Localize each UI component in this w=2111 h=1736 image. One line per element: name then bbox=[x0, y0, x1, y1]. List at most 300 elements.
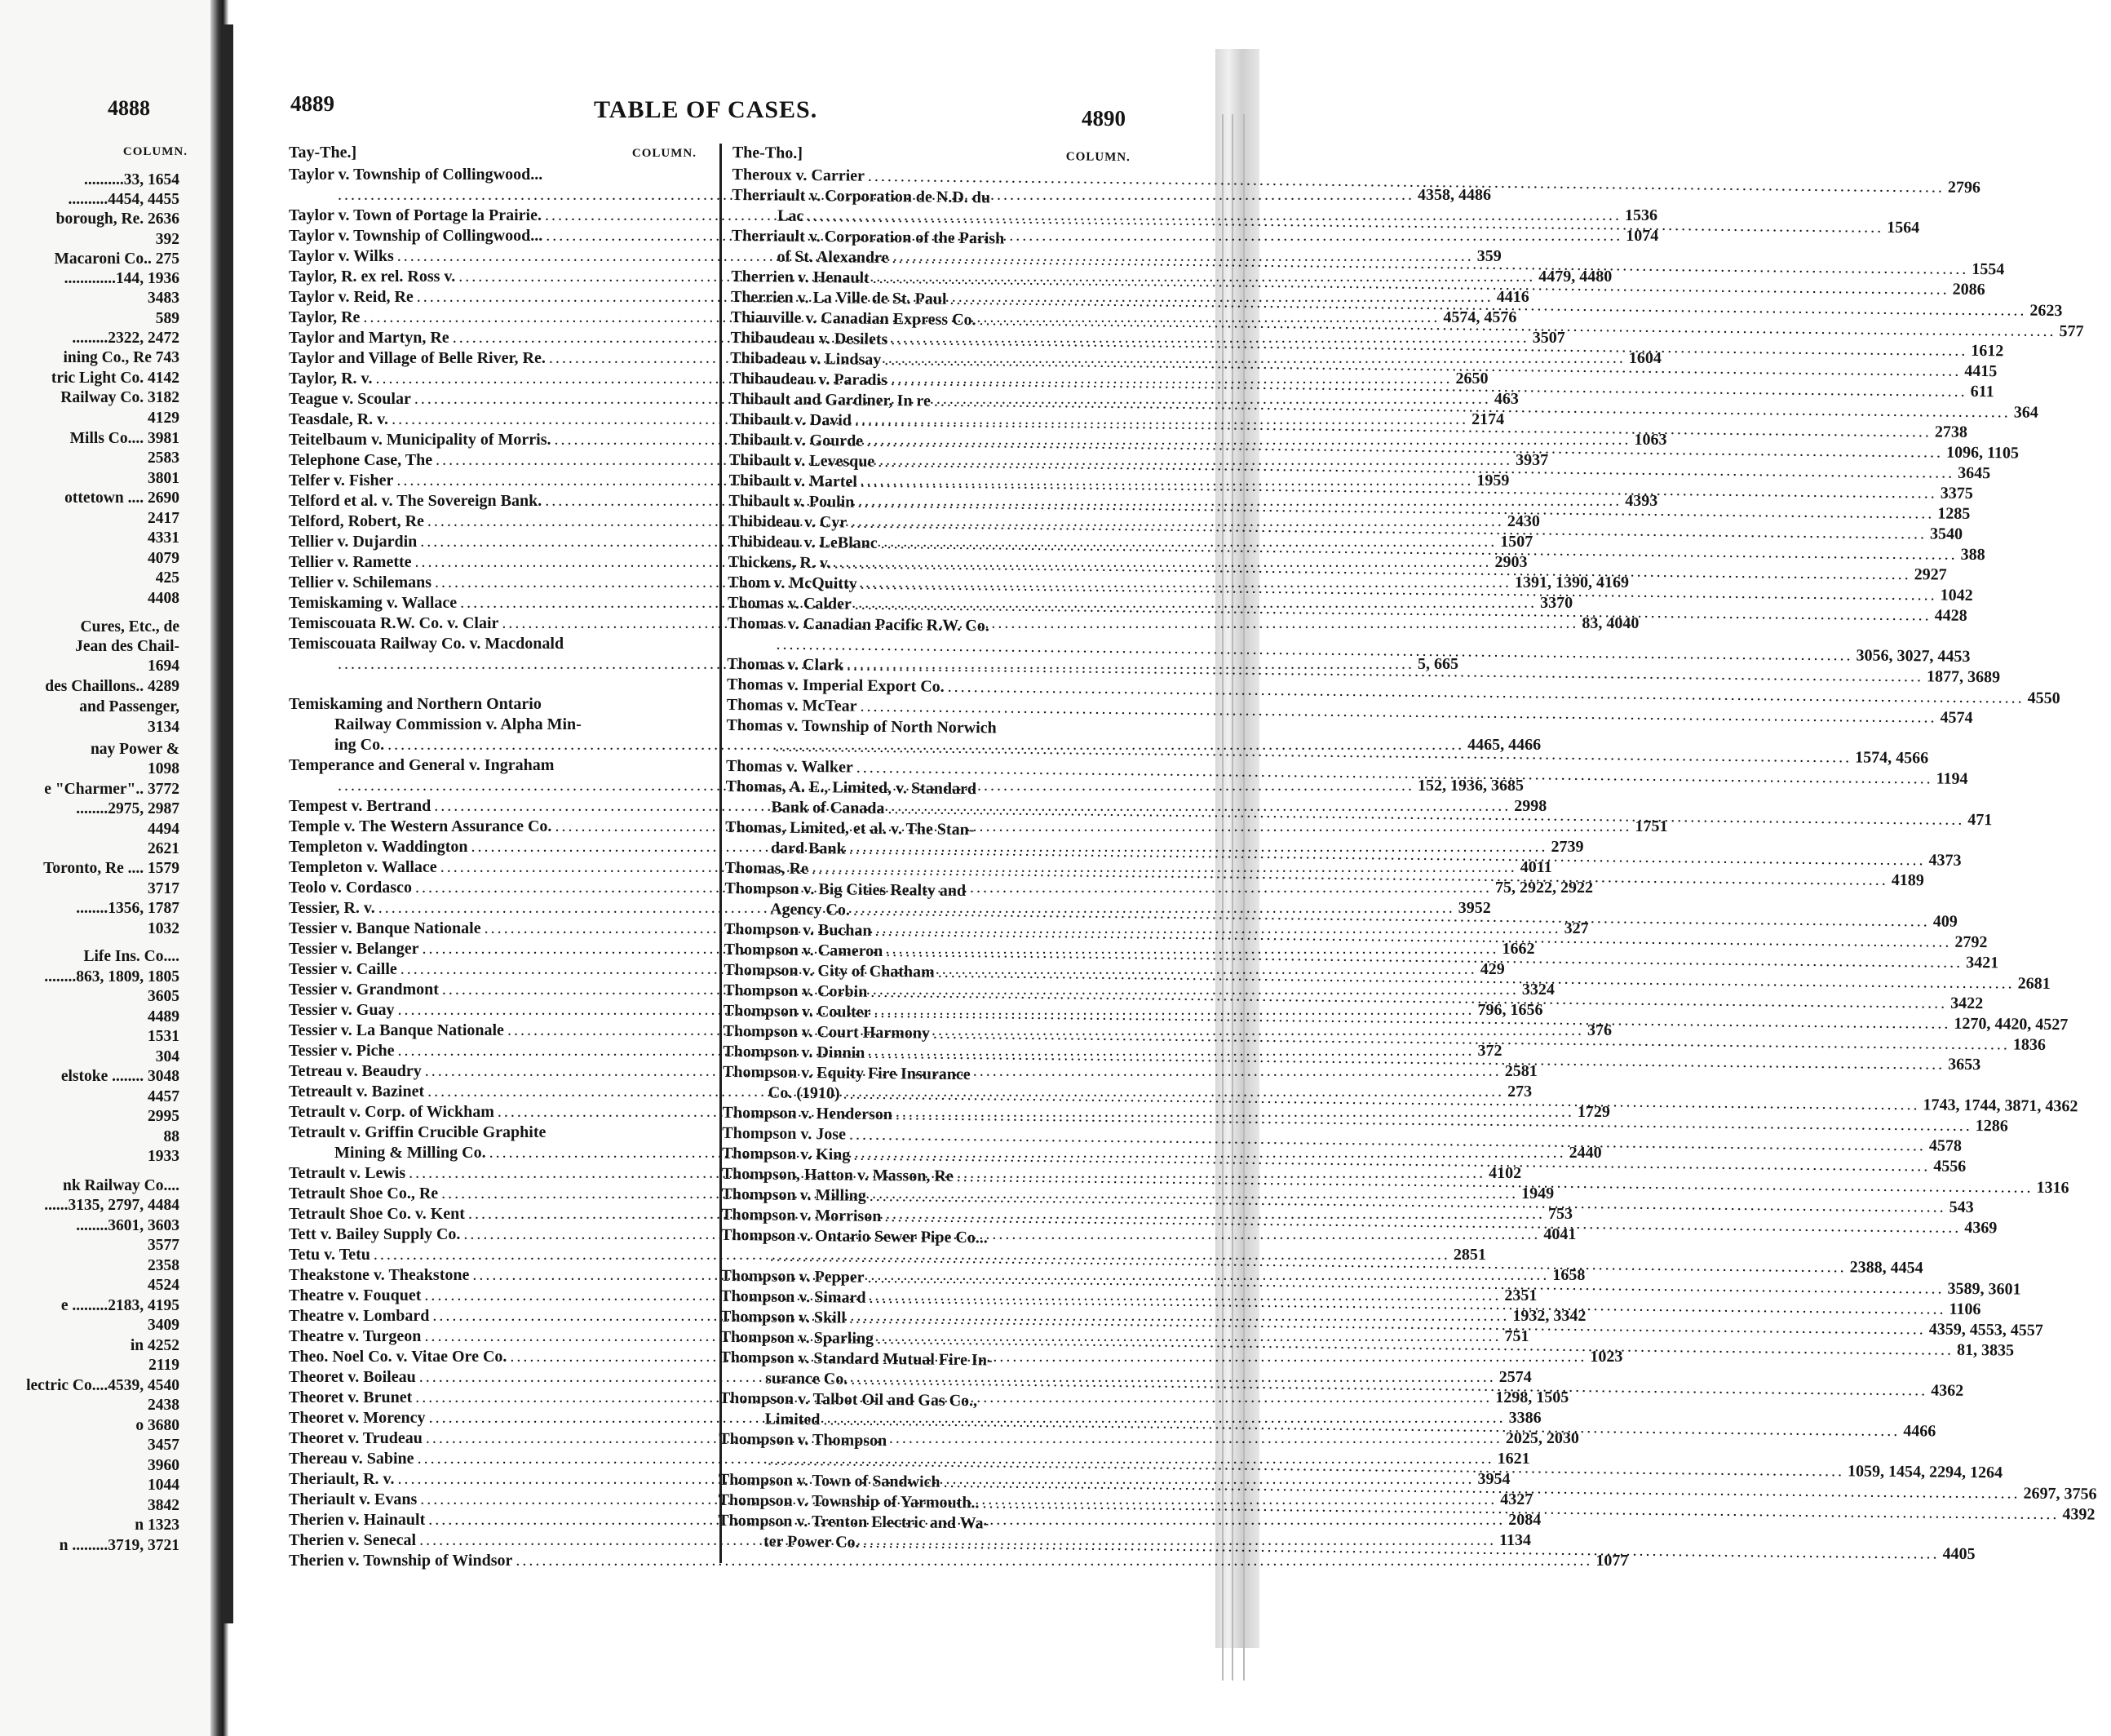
case-title: Thickens, R. v. bbox=[728, 552, 831, 573]
left-page-line: ining Co., Re 743 bbox=[63, 349, 179, 366]
case-title: Co. (1910) bbox=[768, 1083, 840, 1103]
column-reference: 75, 2922, 2922 bbox=[1494, 879, 1593, 897]
case-title: Tellier v. Schilemans bbox=[289, 574, 432, 591]
column-reference: 1074 bbox=[1626, 227, 1659, 245]
column-reference: 4550 bbox=[2027, 689, 2060, 708]
left-page-line: 304 bbox=[155, 1048, 179, 1065]
column-reference: 4011 bbox=[1520, 858, 1552, 876]
left-page-line: 4408 bbox=[148, 590, 179, 607]
column-reference: 372 bbox=[1477, 1042, 1502, 1060]
column-reference: 359 bbox=[1476, 247, 1502, 265]
case-title: Theriault, R. v. bbox=[289, 1470, 395, 1488]
left-page-line: 1032 bbox=[148, 920, 179, 937]
left-page-line: nay Power & bbox=[90, 741, 179, 758]
case-title: Thompson v. Big Cities Realty and bbox=[724, 879, 967, 901]
column-reference: 4359, 4553, 4557 bbox=[1928, 1320, 2043, 1340]
case-title: Tellier v. Ramette bbox=[289, 553, 412, 571]
left-page-line: e .........2183, 4195 bbox=[60, 1297, 179, 1314]
left-page-line: 3134 bbox=[148, 719, 179, 736]
column-reference: 1612 bbox=[1971, 341, 2004, 361]
column-reference: 796, 1656 bbox=[1477, 1001, 1543, 1019]
case-title: Thomas, Re bbox=[724, 858, 809, 879]
case-title: Taylor, Re bbox=[289, 308, 361, 326]
case-title: Thomas v. Walker bbox=[725, 756, 853, 777]
column-reference: 2574 bbox=[1498, 1368, 1532, 1386]
case-title: Thompson v. Corbin bbox=[724, 981, 868, 1001]
column-reference: 1077 bbox=[1595, 1552, 1629, 1570]
left-page-line: 1694 bbox=[148, 658, 179, 675]
column-reference: 409 bbox=[1932, 912, 1958, 931]
left-page-line: 425 bbox=[155, 569, 179, 587]
case-title: Teague v. Scoular bbox=[289, 390, 411, 408]
case-title: ing Co. bbox=[334, 736, 385, 754]
column-reference: 3421 bbox=[1966, 953, 1999, 972]
case-title: Thompson v. Skill bbox=[719, 1307, 847, 1327]
left-page-line: 392 bbox=[155, 231, 179, 248]
column-reference: 463 bbox=[1494, 390, 1519, 408]
case-title: Thompson v. Court Harmony bbox=[723, 1021, 931, 1043]
case-title: Thibault v. Poulin bbox=[728, 491, 855, 512]
left-page-line: lectric Co....4539, 4540 bbox=[26, 1377, 179, 1394]
case-title: Taylor, R. ex rel. Ross v. bbox=[289, 268, 456, 286]
column-reference: 3954 bbox=[1477, 1470, 1511, 1488]
case-title: Temple v. The Western Assurance Co. bbox=[289, 817, 552, 835]
column-reference: 4041 bbox=[1543, 1225, 1577, 1243]
left-page-line: 4457 bbox=[148, 1088, 179, 1105]
case-title: Thompson v. Pepper bbox=[720, 1266, 865, 1286]
left-page-line: 3483 bbox=[148, 290, 179, 307]
case-title: Thomas, Limited, et al. v. The Stan- bbox=[725, 817, 975, 839]
page-number-right: 4890 bbox=[1082, 106, 1126, 131]
case-title: surance Co. bbox=[765, 1369, 848, 1388]
column-reference: 327 bbox=[1564, 919, 1589, 937]
case-title: Thomas v. Calder bbox=[727, 593, 852, 613]
case-title: Thompson v. Buchan bbox=[724, 919, 872, 940]
column-reference: 3589, 3601 bbox=[1947, 1279, 2021, 1299]
column-reference: 1270, 4420, 4527 bbox=[1954, 1014, 2069, 1034]
column-reference: 4327 bbox=[1500, 1490, 1533, 1508]
column-reference: 2927 bbox=[1914, 565, 1947, 584]
case-title: Templeton v. Wallace bbox=[289, 858, 437, 876]
left-page-line: 2438 bbox=[148, 1397, 179, 1414]
left-page-line: borough, Re. 2636 bbox=[55, 210, 179, 228]
case-title: Tessier v. Piche bbox=[289, 1042, 395, 1060]
column-reference: 2025, 2030 bbox=[1505, 1429, 1579, 1447]
case-title: Tetreau v. Beaudry bbox=[289, 1062, 422, 1080]
case-title: Thibadeau v. Lindsay bbox=[730, 348, 882, 369]
left-page-line: 1098 bbox=[148, 760, 179, 777]
left-page-line: 3457 bbox=[148, 1437, 179, 1454]
column-reference: 364 bbox=[2013, 403, 2038, 422]
column-reference: 577 bbox=[2059, 322, 2084, 341]
column-reference: 1932, 3342 bbox=[1512, 1307, 1587, 1325]
case-title: Thompson v. Standard Mutual Fire In- bbox=[719, 1348, 993, 1370]
left-page-line: Cures, Etc., de bbox=[80, 618, 179, 636]
left-page-line: in 4252 bbox=[130, 1337, 179, 1354]
column-reference: 5, 665 bbox=[1418, 655, 1458, 673]
entry-gap bbox=[289, 675, 697, 694]
column-reference: 4102 bbox=[1489, 1164, 1522, 1182]
case-title: Thompson v. Ontario Sewer Pipe Co... bbox=[720, 1225, 988, 1247]
left-page-line: tric Light Co. 4142 bbox=[51, 370, 179, 387]
column-reference: 2739 bbox=[1551, 838, 1584, 856]
column-reference: 3324 bbox=[1521, 981, 1555, 999]
case-title: Agency Co. bbox=[770, 900, 851, 919]
case-title: Therien v. Hainault bbox=[289, 1511, 426, 1529]
left-page-line: 1044 bbox=[148, 1477, 179, 1494]
column-reference: 1298, 1505 bbox=[1495, 1388, 1569, 1406]
case-entry-line bbox=[289, 1551, 1629, 1571]
column-reference: 751 bbox=[1504, 1327, 1529, 1345]
case-title: Theoret v. Boileau bbox=[289, 1368, 416, 1386]
case-title: Therrien v. Henault bbox=[731, 267, 870, 287]
case-title: Bank of Canada bbox=[771, 798, 885, 817]
left-page-line: Life Ins. Co.... bbox=[83, 948, 179, 965]
case-title: Temiskaming v. Wallace bbox=[289, 594, 458, 612]
column-reference: 2430 bbox=[1507, 512, 1540, 530]
left-page-line: 4524 bbox=[148, 1277, 179, 1294]
column-label: COLUMN. bbox=[1065, 150, 1131, 165]
column-reference: 3952 bbox=[1458, 899, 1491, 917]
column-reference: 4369 bbox=[1964, 1218, 1998, 1238]
case-entry bbox=[289, 1449, 1530, 1469]
left-page-line: and Passenger, bbox=[79, 698, 179, 715]
case-entry-line bbox=[289, 715, 697, 735]
left-page-line: 3577 bbox=[148, 1237, 179, 1254]
case-title: Thompson, Hatton v. Masson, Re bbox=[721, 1164, 954, 1185]
left-column-label: COLUMN. bbox=[122, 145, 188, 158]
case-title: Thompson v. Sparling bbox=[719, 1327, 874, 1348]
case-title: Tett v. Bailey Supply Co. bbox=[289, 1225, 461, 1243]
case-title: Theatre v. Fouquet bbox=[289, 1286, 422, 1304]
case-title: Telfer v. Fisher bbox=[289, 472, 394, 489]
case-title: Tessier v. Belanger bbox=[289, 940, 419, 958]
column-reference: 1042 bbox=[1940, 586, 1973, 604]
column-reference: 543 bbox=[1949, 1198, 1974, 1217]
case-title: Thomas v. Township of North Norwich bbox=[726, 715, 997, 737]
left-page-line: 2583 bbox=[148, 450, 179, 467]
column-reference: 4556 bbox=[1933, 1157, 1967, 1176]
case-title: Taylor v. Reid, Re bbox=[289, 288, 414, 306]
case-title: Tessier, R. v. bbox=[289, 899, 375, 917]
left-page-line: ........1356, 1787 bbox=[76, 900, 179, 917]
column-reference: 388 bbox=[1960, 545, 1985, 565]
column-reference: 3645 bbox=[1958, 463, 1991, 483]
left-page-line: 3801 bbox=[148, 470, 179, 487]
case-title: Tetrault Shoe Co., Re bbox=[289, 1185, 439, 1202]
left-page-line: 4489 bbox=[148, 1008, 179, 1025]
left-page-line: n 1323 bbox=[135, 1517, 179, 1534]
case-title: Tessier v. Grandmont bbox=[289, 981, 439, 999]
case-title: Thompson v. Town of Sandwich bbox=[718, 1470, 940, 1491]
column-reference: 3386 bbox=[1508, 1409, 1542, 1427]
column-reference: 1621 bbox=[1497, 1450, 1530, 1468]
column-reference: 1662 bbox=[1502, 940, 1535, 958]
case-title: Thompson v. Milling bbox=[721, 1185, 866, 1205]
column-reference: 1285 bbox=[1937, 504, 1971, 523]
column-reference: 1729 bbox=[1577, 1103, 1610, 1121]
column-reference: 1959 bbox=[1476, 472, 1510, 489]
case-title: Thompson v. Cameron bbox=[724, 940, 883, 960]
case-title: Theriault v. Evans bbox=[289, 1490, 418, 1508]
case-title: Thibault v. Martel bbox=[728, 471, 858, 491]
case-title: Tessier v. Caille bbox=[289, 960, 397, 978]
column-reference: 2738 bbox=[1934, 423, 1968, 441]
case-title: Templeton v. Waddington bbox=[289, 838, 468, 856]
column-reference: 2351 bbox=[1504, 1286, 1538, 1304]
column-reference: 1096, 1105 bbox=[1945, 443, 2020, 463]
case-title: Thompson v. Coulter bbox=[723, 1001, 871, 1021]
left-page-line: .............144, 1936 bbox=[64, 270, 179, 287]
case-title: Temiskaming and Northern Ontario bbox=[289, 695, 542, 713]
case-title: Thompson v. Trenton Electric and Wa- bbox=[718, 1511, 989, 1533]
left-page-line: ........3601, 3603 bbox=[76, 1217, 179, 1234]
left-page-line: 3960 bbox=[148, 1457, 179, 1474]
case-title: Tetu v. Tetu bbox=[289, 1246, 370, 1264]
case-entry-line bbox=[289, 634, 697, 654]
left-page-line: nk Railway Co.... bbox=[62, 1177, 179, 1194]
case-title: Temiscouata Railway Co. v. Macdonald bbox=[289, 635, 564, 653]
case-title: Tetrault v. Lewis bbox=[289, 1164, 406, 1182]
column-reference: 1059, 1454, 2294, 1264 bbox=[1847, 1462, 2003, 1482]
case-title: ter Power Co. bbox=[763, 1532, 860, 1552]
case-entry-line bbox=[289, 735, 1542, 755]
column-reference: 3540 bbox=[1930, 525, 1963, 543]
column-header bbox=[289, 144, 697, 165]
column-reference: 1949 bbox=[1521, 1185, 1555, 1202]
left-page-line: 3409 bbox=[148, 1317, 179, 1334]
column-reference: 2851 bbox=[1453, 1246, 1486, 1264]
column-reference: 376 bbox=[1587, 1021, 1612, 1039]
column-reference: 2650 bbox=[1455, 370, 1489, 388]
column-reference: 4465, 4466 bbox=[1467, 736, 1542, 754]
left-page bbox=[0, 0, 216, 1736]
case-title: Tessier v. Guay bbox=[289, 1001, 395, 1019]
column-reference: 4393 bbox=[1625, 492, 1658, 510]
case-title: Tellier v. Dujardin bbox=[289, 533, 418, 551]
column-reference: 4392 bbox=[2062, 1505, 2096, 1524]
case-entry-line bbox=[289, 694, 697, 715]
case-title: Theakstone v. Theakstone bbox=[289, 1266, 470, 1284]
left-page-line: 1531 bbox=[148, 1028, 179, 1045]
case-title: Tessier v. Banque Nationale bbox=[289, 919, 481, 937]
column-reference: 4416 bbox=[1496, 288, 1529, 306]
case-title: Teolo v. Cordasco bbox=[289, 879, 412, 897]
case-title: Thomas v. McTear bbox=[726, 695, 857, 715]
column-reference: 1507 bbox=[1500, 533, 1533, 551]
gutter-fold bbox=[222, 24, 233, 1623]
column-reference: 2086 bbox=[1952, 280, 1985, 299]
case-title: Theo. Noel Co. v. Vitae Ore Co. bbox=[289, 1348, 507, 1366]
left-page-line: 88 bbox=[163, 1128, 179, 1145]
case-title: Taylor and Martyn, Re bbox=[289, 329, 449, 347]
case-title: Mining & Milling Co. bbox=[334, 1144, 486, 1162]
column-reference: 4578 bbox=[1928, 1136, 1963, 1155]
case-title: Therien v. Senecal bbox=[289, 1531, 417, 1549]
left-page-line: 2995 bbox=[148, 1108, 179, 1125]
column-reference: 273 bbox=[1507, 1083, 1533, 1100]
case-title: dard Bank bbox=[770, 839, 846, 858]
column-reference: 2623 bbox=[2029, 301, 2063, 321]
case-title: Thibaudeau v. Desilets bbox=[730, 328, 888, 349]
column-reference: 1023 bbox=[1590, 1348, 1623, 1366]
case-title: Thibaudeau v. Paradis bbox=[729, 369, 887, 390]
case-title: Lac bbox=[777, 206, 804, 225]
case-title: Thompson v. Jose bbox=[722, 1123, 847, 1144]
case-title: Taylor and Village of Belle River, Re. bbox=[289, 349, 546, 367]
column-reference: 1134 bbox=[1499, 1531, 1532, 1549]
column-reference: 1391, 1390, 4169 bbox=[1515, 574, 1630, 591]
column-reference: 2903 bbox=[1494, 553, 1528, 571]
left-page-line: 2358 bbox=[148, 1257, 179, 1274]
column-reference: 1604 bbox=[1628, 349, 1662, 367]
left-page-line: Jean des Chail- bbox=[75, 638, 179, 655]
left-page-line: 3605 bbox=[148, 988, 179, 1005]
left-page-line: n .........3719, 3721 bbox=[59, 1537, 179, 1554]
left-page-line: 2417 bbox=[148, 510, 179, 527]
column-range: Tay-The.] bbox=[289, 144, 357, 162]
column-reference: 1836 bbox=[2012, 1035, 2047, 1054]
column-reference: 1316 bbox=[2036, 1178, 2069, 1198]
case-title: Thibault and Gardiner, In re bbox=[729, 389, 932, 410]
case-title: Thomas v. Canadian Pacific R.W. Co. bbox=[727, 613, 989, 636]
left-page-line: 4494 bbox=[148, 821, 179, 838]
column-reference: 1106 bbox=[1949, 1300, 1981, 1319]
column-reference: 471 bbox=[1967, 810, 1993, 830]
left-page-line: 1933 bbox=[148, 1148, 179, 1165]
column-reference: 2174 bbox=[1472, 410, 1505, 428]
case-title: Taylor v. Wilks bbox=[289, 247, 394, 265]
column-reference: 4479, 4480 bbox=[1538, 268, 1613, 286]
case-title: Thompson v. Henderson bbox=[722, 1103, 893, 1124]
column-reference: 3653 bbox=[1948, 1055, 1981, 1074]
left-page-line: 4129 bbox=[148, 410, 179, 427]
case-title: Thompson v. City of Chatham bbox=[724, 960, 935, 981]
column-reference: 4466 bbox=[1903, 1422, 1936, 1441]
column-reference: 4373 bbox=[1928, 851, 1962, 870]
column-reference: 1658 bbox=[1552, 1266, 1586, 1284]
case-title: Thibault v. David bbox=[729, 410, 852, 430]
case-title: Theatre v. Lombard bbox=[289, 1307, 430, 1325]
column-reference: 4574 bbox=[1940, 708, 1973, 727]
column-reference: 2697, 3756 bbox=[2023, 1484, 2097, 1504]
column-label: COLUMN. bbox=[631, 147, 697, 160]
column-reference: 1194 bbox=[1936, 769, 1968, 788]
case-title: Theoret v. Morency bbox=[289, 1409, 426, 1427]
left-page-line: 3717 bbox=[148, 880, 179, 897]
column-reference: 4405 bbox=[1942, 1544, 1976, 1564]
left-page-line: o 3680 bbox=[135, 1417, 179, 1434]
left-page-line: ........2975, 2987 bbox=[76, 800, 179, 817]
case-title: Thompson v. Simard bbox=[720, 1286, 866, 1307]
column-reference: 2388, 4454 bbox=[1849, 1258, 1923, 1278]
case-entry-line bbox=[289, 755, 697, 776]
case-title: Theroux v. Carrier bbox=[732, 165, 865, 185]
case-title: Limited bbox=[764, 1410, 821, 1429]
column-range: The-Tho.] bbox=[732, 144, 803, 162]
page-title: TABLE OF CASES. bbox=[594, 96, 818, 123]
column-reference: 3422 bbox=[1950, 994, 1984, 1013]
case-title: Taylor v. Township of Collingwood... bbox=[289, 166, 543, 184]
column-reference: 1743, 1744, 3871, 4362 bbox=[1923, 1096, 2078, 1116]
case-title: Thomas v. Clark bbox=[727, 654, 844, 675]
left-page-line: ......3135, 2797, 4484 bbox=[44, 1197, 179, 1214]
column-reference: 152, 1936, 3685 bbox=[1418, 777, 1524, 795]
column-reference: 83, 4040 bbox=[1582, 614, 1640, 632]
left-page-line: ........863, 1809, 1805 bbox=[44, 968, 179, 985]
case-entry bbox=[289, 1245, 1486, 1265]
case-title: Tetrault v. Griffin Crucible Graphite bbox=[289, 1123, 547, 1141]
column-reference: 3370 bbox=[1540, 594, 1573, 612]
case-title: Thibault v. Gourde bbox=[729, 430, 864, 450]
case-title: Tetrault Shoe Co. v. Kent bbox=[289, 1205, 465, 1223]
case-title: Thereau v. Sabine bbox=[289, 1450, 414, 1468]
case-title: Thibault v. Levesque bbox=[728, 450, 875, 471]
case-title: Taylor v. Township of Collingwood... bbox=[289, 227, 543, 245]
case-title: Teasdale, R. v. bbox=[289, 410, 389, 428]
case-entry-line bbox=[289, 1123, 697, 1143]
case-title: Thompson v. Thompson bbox=[719, 1429, 887, 1450]
left-page-line: 2621 bbox=[148, 840, 179, 857]
column-reference: 2581 bbox=[1504, 1062, 1538, 1080]
case-title: of St. Alexandre bbox=[777, 247, 889, 268]
column-reference: 1564 bbox=[1887, 218, 1920, 237]
left-page-line: des Chaillons.. 4289 bbox=[45, 678, 179, 695]
left-page-line: 2119 bbox=[148, 1357, 179, 1374]
left-page-line: 3842 bbox=[148, 1497, 179, 1514]
column-reference: 4189 bbox=[1891, 870, 1924, 890]
column-reference: 3056, 3027, 4453 bbox=[1856, 646, 1971, 666]
column-reference: 1574, 4566 bbox=[1855, 748, 1929, 768]
column-reference: 4362 bbox=[1931, 1381, 1964, 1400]
case-title: Thompson v. Talbot Oil and Gas Co., bbox=[719, 1388, 978, 1410]
left-page-line: ..........33, 1654 bbox=[84, 171, 179, 188]
case-title: Taylor, R. v. bbox=[289, 370, 373, 388]
case-title: Telford et al. v. The Sovereign Bank. bbox=[289, 492, 542, 510]
column-reference: 3507 bbox=[1532, 329, 1565, 347]
column-reference: 1536 bbox=[1625, 206, 1657, 224]
case-entry-line bbox=[289, 165, 697, 185]
page-number-left: 4889 bbox=[290, 91, 334, 116]
column-reference: 2084 bbox=[1508, 1511, 1542, 1529]
left-page-line: e "Charmer".. 3772 bbox=[44, 781, 179, 798]
column-reference: 3375 bbox=[1940, 484, 1973, 503]
column-reference: 611 bbox=[1970, 382, 1994, 401]
left-page-line: ottetown .... 2690 bbox=[64, 489, 179, 507]
case-title: Theatre v. Turgeon bbox=[289, 1327, 422, 1345]
column-reference: 81, 3835 bbox=[1956, 1340, 2015, 1360]
column-reference: 2792 bbox=[1954, 932, 1988, 952]
left-page-line: Macaroni Co.. 275 bbox=[54, 250, 179, 268]
case-title: Therriault v. Corporation of the Parish bbox=[731, 226, 1005, 248]
left-page-number: 4888 bbox=[108, 96, 150, 120]
column-reference: 3937 bbox=[1516, 451, 1549, 469]
column-reference: 2681 bbox=[2017, 974, 2051, 993]
case-title: Thompson v. Equity Fire Insurance bbox=[722, 1062, 971, 1084]
column-reference: 1554 bbox=[1972, 259, 2005, 279]
column-reference: 2796 bbox=[1947, 178, 1981, 197]
column-reference: 1063 bbox=[1634, 431, 1667, 449]
case-title: Thompson v. Morrison bbox=[721, 1205, 882, 1225]
column-reference: 1286 bbox=[1975, 1117, 2008, 1136]
column-reference: 4428 bbox=[1934, 606, 1967, 625]
left-page-line: ..........4454, 4455 bbox=[68, 191, 179, 208]
case-title: Telephone Case, The bbox=[289, 451, 433, 469]
column-reference: 429 bbox=[1480, 960, 1505, 978]
case-title: Temperance and General v. Ingraham bbox=[289, 756, 555, 774]
column-reference: 4415 bbox=[1964, 361, 1998, 381]
column-reference: 2998 bbox=[1514, 797, 1547, 815]
